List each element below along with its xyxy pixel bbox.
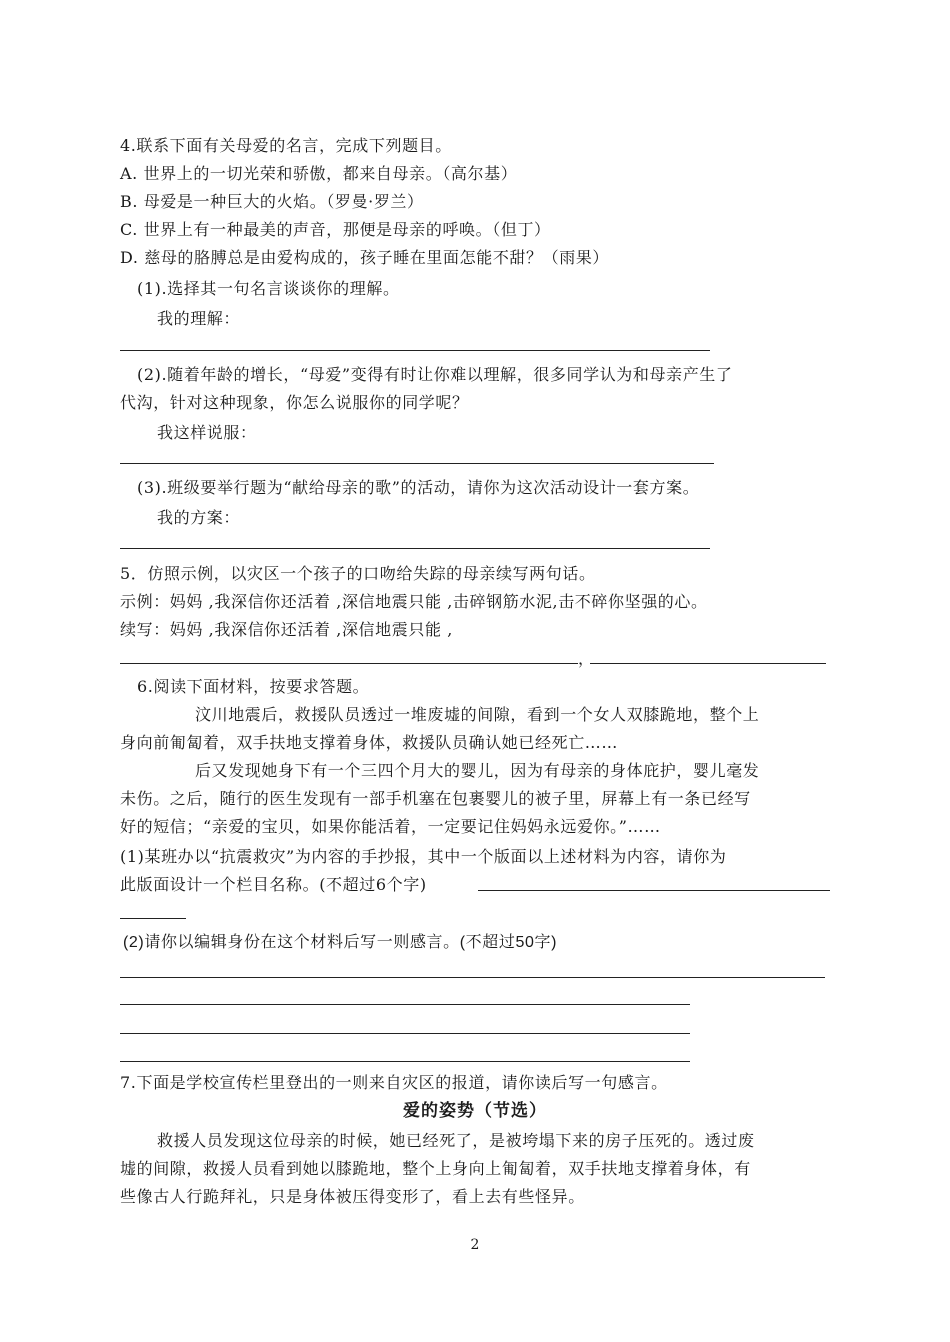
q5-continue: 续写：妈妈 ,我深信你还活着 ,深信地震只能 , — [120, 620, 453, 639]
q4-sub3-prompt: (3).班级要举行题为“献给母亲的歌”的活动，请你为这次活动设计一套方案。 — [137, 478, 700, 497]
q4-sub2-prompt-line1: (2).随着年龄的增长，“母爱”变得有时让你难以理解，很多同学认为和母亲产生了 — [137, 365, 733, 384]
answer-line[interactable] — [478, 890, 830, 891]
q7-stem: 7.下面是学校宣传栏里登出的一则来自灾区的报道，请你读后写一句感言。 — [120, 1073, 668, 1092]
q7-passage-line: 墟的间隙，救援人员看到她以膝跪地，整个上身向上匍匐着，双手扶地支撑着身体，有 — [120, 1159, 751, 1178]
answer-line[interactable] — [120, 977, 825, 978]
q4-sub1-prompt: (1).选择其一句名言谈谈你的理解。 — [137, 279, 400, 298]
q6-passage-line: 身向前匍匐着，双手扶地支撑着身体，救援队员确认她已经死亡…… — [120, 733, 619, 752]
page-number: 2 — [470, 1237, 480, 1253]
answer-line[interactable] — [120, 350, 710, 351]
q5-stem: 5．仿照示例，以灾区一个孩子的口吻给失踪的母亲续写两句话。 — [120, 564, 596, 583]
q5-comma: ， — [578, 649, 595, 668]
q4-sub2-answer-label: 我这样说服： — [157, 423, 257, 442]
q4-option-b: B. 母爱是一种巨大的火焰。（罗曼·罗兰） — [120, 192, 424, 211]
answer-line[interactable] — [120, 463, 714, 464]
q4-sub3-answer-label: 我的方案： — [157, 508, 241, 527]
q6-passage-line: 好的短信；“亲爱的宝贝，如果你能活着，一定要记住妈妈永远爱你。”…… — [120, 817, 661, 836]
answer-line[interactable] — [120, 918, 186, 919]
answer-line[interactable] — [120, 548, 710, 549]
answer-line[interactable] — [590, 663, 826, 664]
q4-sub1-answer-label: 我的理解： — [157, 309, 241, 328]
q4-option-a: A. 世界上的一切光荣和骄傲，都来自母亲。（高尔基） — [120, 164, 518, 183]
q7-passage-line: 些像古人行跪拜礼，只是身体被压得变形了，看上去有些怪异。 — [120, 1187, 585, 1206]
q6-passage-line: 汶川地震后，救援队员透过一堆废墟的间隙，看到一个女人双膝跪地，整个上 — [195, 705, 760, 724]
answer-line[interactable] — [120, 1004, 690, 1005]
q6-sub1-line2: 此版面设计一个栏目名称。(不超过6个字) — [120, 875, 427, 894]
answer-line[interactable] — [120, 1061, 690, 1062]
q6-stem: 6.阅读下面材料，按要求答题。 — [137, 677, 370, 696]
q7-article-title: 爱的姿势（节选） — [403, 1101, 547, 1121]
answer-line[interactable] — [120, 1033, 690, 1034]
q6-passage-line: 未伤。之后，随行的医生发现有一部手机塞在包裹婴儿的被子里，屏幕上有一条已经写 — [120, 789, 751, 808]
q6-passage-line: 后又发现她身下有一个三四个月大的婴儿，因为有母亲的身体庇护，婴儿毫发 — [195, 761, 760, 780]
q6-sub1-line1: (1)某班办以“抗震救灾”为内容的手抄报，其中一个版面以上述材料为内容，请你为 — [120, 847, 727, 866]
q4-option-c: C. 世界上有一种最美的声音，那便是母亲的呼唤。（但丁） — [120, 220, 551, 239]
q4-sub2-prompt-line2: 代沟，针对这种现象，你怎么说服你的同学呢？ — [120, 393, 469, 412]
q4-stem: 4.联系下面有关母爱的名言，完成下列题目。 — [120, 136, 452, 155]
q4-option-d: D. 慈母的胳膊总是由爱构成的，孩子睡在里面怎能不甜？（雨果） — [120, 248, 610, 267]
q6-sub2-prompt: (2)请你以编辑身份在这个材料后写一则感言。(不超过50字) — [123, 934, 558, 951]
q5-example: 示例：妈妈 ,我深信你还活着 ,深信地震只能 ,击碎钢筋水泥,击不碎你坚强的心。 — [120, 592, 708, 611]
answer-line[interactable] — [120, 663, 578, 664]
q7-passage-line: 救援人员发现这位母亲的时候，她已经死了，是被垮塌下来的房子压死的。透过废 — [157, 1131, 755, 1150]
